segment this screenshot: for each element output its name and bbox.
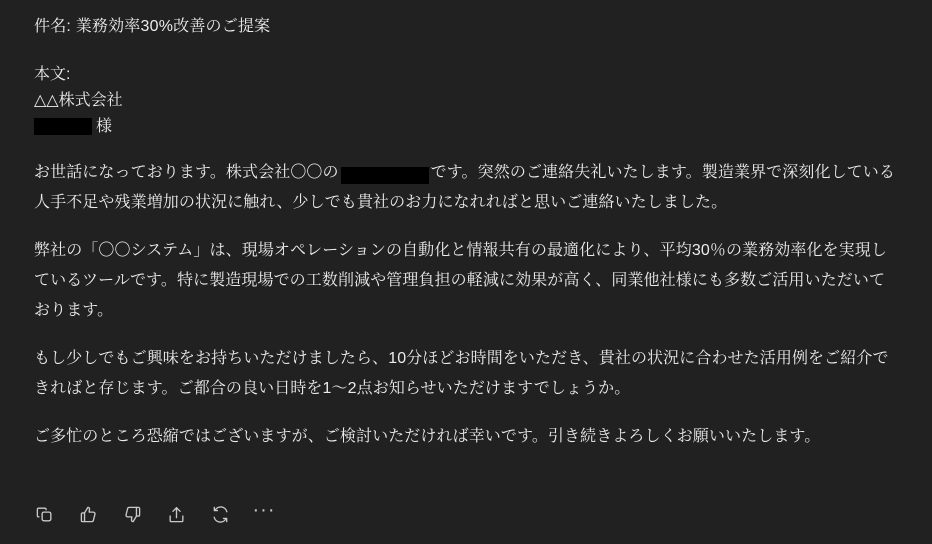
paragraph-4: ご多忙のところ恐縮ではございますが、ご検討いただければ幸いです。引き続きよろしくお願いいたします。 [34, 428, 821, 445]
thumbs-up-icon[interactable] [76, 502, 100, 526]
spacer [34, 40, 898, 62]
paragraph-1 [34, 158, 898, 218]
share-icon[interactable] [164, 502, 188, 526]
paragraph-3: もし少しでもご興味をお持ちいただけましたら、10分ほどお時間をいただき、貴社の状況に合わせた活用例をご紹介できればと存じます。ご都合の良い日時を1〜2点お知らせいただけますでしょうか。 [34, 350, 889, 397]
more-options-glyph: ··· [252, 499, 276, 521]
paragraph-2: 弊社の「〇〇システム」は、現場オペレーションの自動化と情報共有の最適化により、平均30％の業務効率化を実現しているツールです。特に製造現場での工数削減や管理負担の軽減に効果が高く、同業他社様にも多数ご活用いただいております。 [34, 242, 887, 319]
regenerate-icon[interactable] [208, 502, 232, 526]
recipient-name-line [34, 114, 898, 140]
paragraph-1-after: です。突然のご連絡失礼いたします。製造業界で深刻化している人手不足や残業増加の状況に触れ、少しでも貴社のお力になれればと思いご連絡いたしました。 [34, 164, 895, 211]
recipient-company: △△株式会社 [34, 92, 123, 109]
message-action-bar [32, 499, 276, 526]
subject-line: 件名: 業務効率30%改善のご提案 [34, 18, 271, 35]
copy-icon[interactable] [32, 502, 56, 526]
more-options-icon[interactable] [252, 499, 276, 526]
body-label: 本文: [34, 66, 71, 83]
redaction-block-name [34, 118, 92, 135]
redaction-block-sender [341, 167, 429, 184]
thumbs-down-icon[interactable] [120, 502, 144, 526]
paragraph-1-before: お世話になっております。株式会社〇〇の [34, 164, 339, 181]
honorific-label: 様 [96, 118, 113, 135]
